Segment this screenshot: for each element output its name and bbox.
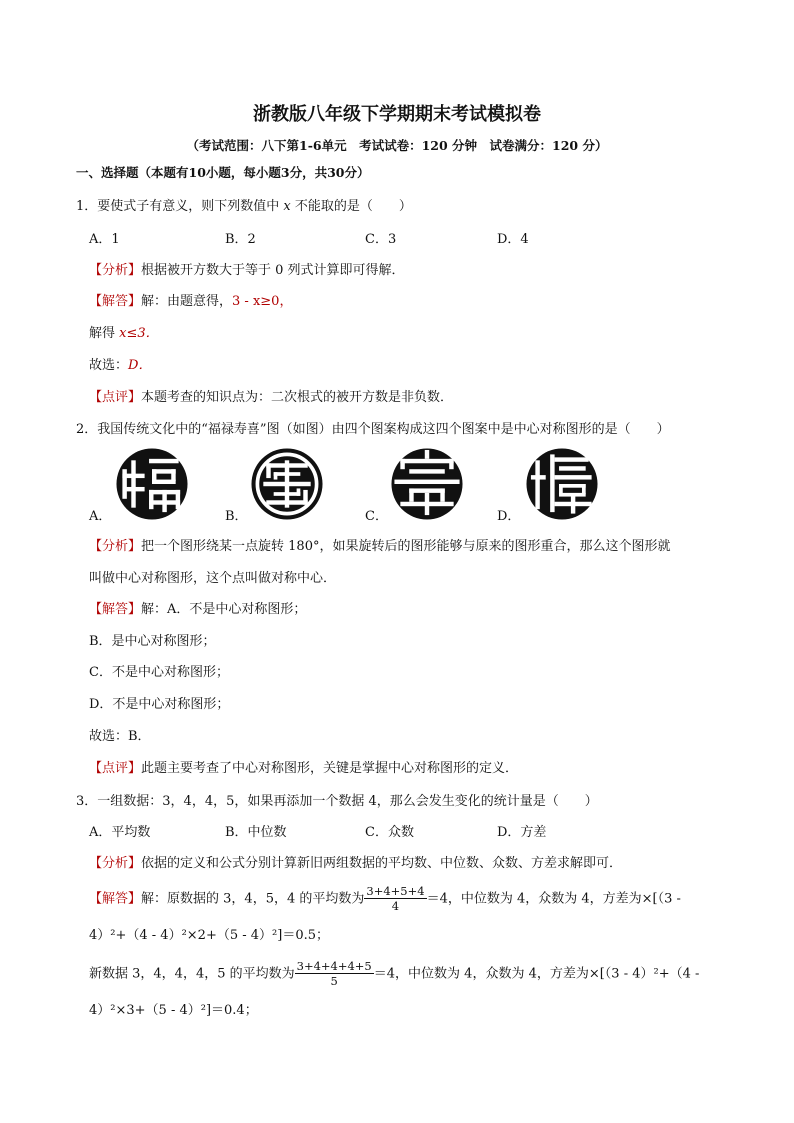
q2-choice: 故选：B．: [89, 729, 151, 744]
shou-seal-icon: [390, 447, 464, 521]
q1-choice: 故选：D．: [89, 358, 152, 373]
q3-answer-line4: 4）²×3+（5 - 4）²]＝0.4；: [89, 1003, 258, 1018]
q1-option-d: D．4: [497, 232, 529, 247]
q1-comment: 【点评】本题考查的知识点为：二次根式的被开方数是非负数．: [89, 390, 454, 405]
q3-option-d: D．方差: [497, 825, 547, 840]
lu-seal-icon: [250, 447, 324, 521]
q3-stem: 3．一组数据：3，4，4，5，如果再添加一个数据 4，那么会发生变化的统计量是（ ）: [76, 794, 598, 809]
q2-analysis-line2: 叫做中心对称图形，这个点叫做对称中心．: [89, 571, 337, 586]
fu-seal-icon: [115, 447, 189, 521]
q2-answer-b: B．是中心对称图形；: [89, 634, 216, 649]
q1-analysis: 【分析】根据被开方数大于等于 0 列式计算即可得解．: [89, 263, 405, 278]
q1-answer: 【解答】解：由题意得，3 - x≥0，: [89, 294, 293, 309]
q3-option-c: C．众数: [365, 825, 414, 840]
q1-option-a: A．1: [89, 232, 120, 247]
q2-label-d: D．: [497, 509, 521, 524]
q3-answer-line2: 4）²+（4 - 4）²×2+（5 - 4）²]＝0.5；: [89, 928, 329, 943]
q2-answer-d: D．不是中心对称图形；: [89, 697, 230, 712]
q1-solve: 解得 x≤3．: [89, 326, 159, 341]
q2-stem: 2．我国传统文化中的“福禄寿喜”图（如图）由四个图案构成这四个图案中是中心对称图形的是（ ）: [76, 422, 670, 437]
xi-seal-icon: [525, 447, 599, 521]
q2-label-b: B．: [225, 509, 248, 524]
exam-subtitle: （考试范围：八下第1-6单元 考试试卷：120 分钟 试卷满分：120 分）: [186, 138, 608, 153]
q1-option-b: B．2: [225, 232, 256, 247]
page-title: 浙教版八年级下学期期末考试模拟卷: [253, 104, 541, 125]
q1-option-c: C．3: [365, 232, 397, 247]
q2-label-c: C．: [365, 509, 388, 524]
q2-comment: 【点评】此题主要考查了中心对称图形，关键是掌握中心对称图形的定义．: [89, 761, 519, 776]
q3-answer-line1: 【解答】解：原数据的 3，4，5，4 的平均数为 $\frac{3+4+5+4}{4}$ ＝4，中位数为 4，众数为 4，方差为×[（3 -: [89, 884, 681, 913]
q3-fraction-old: $\frac{3+4+5+4}{4}$: [366, 884, 425, 913]
q3-option-b: B．中位数: [225, 825, 287, 840]
q3-option-a: A．平均数: [89, 825, 151, 840]
q2-answer-a: 【解答】解：A．不是中心对称图形；: [89, 602, 307, 617]
q3-analysis: 【分析】依据的定义和公式分别计算新旧两组数据的平均数、中位数、众数、方差求解即可．: [89, 856, 623, 871]
q3-answer-line3: 新数据 3，4，4，4，5 的平均数为 $\frac{3+4+4+4+5}{5}$ ＝4，中位数为 4，众数为 4，方差为×[（3 - 4）²+（4 -: [89, 959, 700, 988]
section-heading: 一、选择题（本题有10小题，每小题3分，共30分）: [76, 165, 370, 180]
q2-analysis-line1: 【分析】把一个图形绕某一点旋转 180°，如果旋转后的图形能够与原来的图形重合，那么这个图形就: [89, 539, 671, 554]
q1-stem: 1．要使式子有意义，则下列数值中 x 不能取的是（ ）: [76, 199, 412, 214]
q3-fraction-new: $\frac{3+4+4+4+5}{5}$: [296, 959, 372, 988]
q2-answer-c: C．不是中心对称图形；: [89, 665, 229, 680]
q2-label-a: A．: [89, 509, 112, 524]
